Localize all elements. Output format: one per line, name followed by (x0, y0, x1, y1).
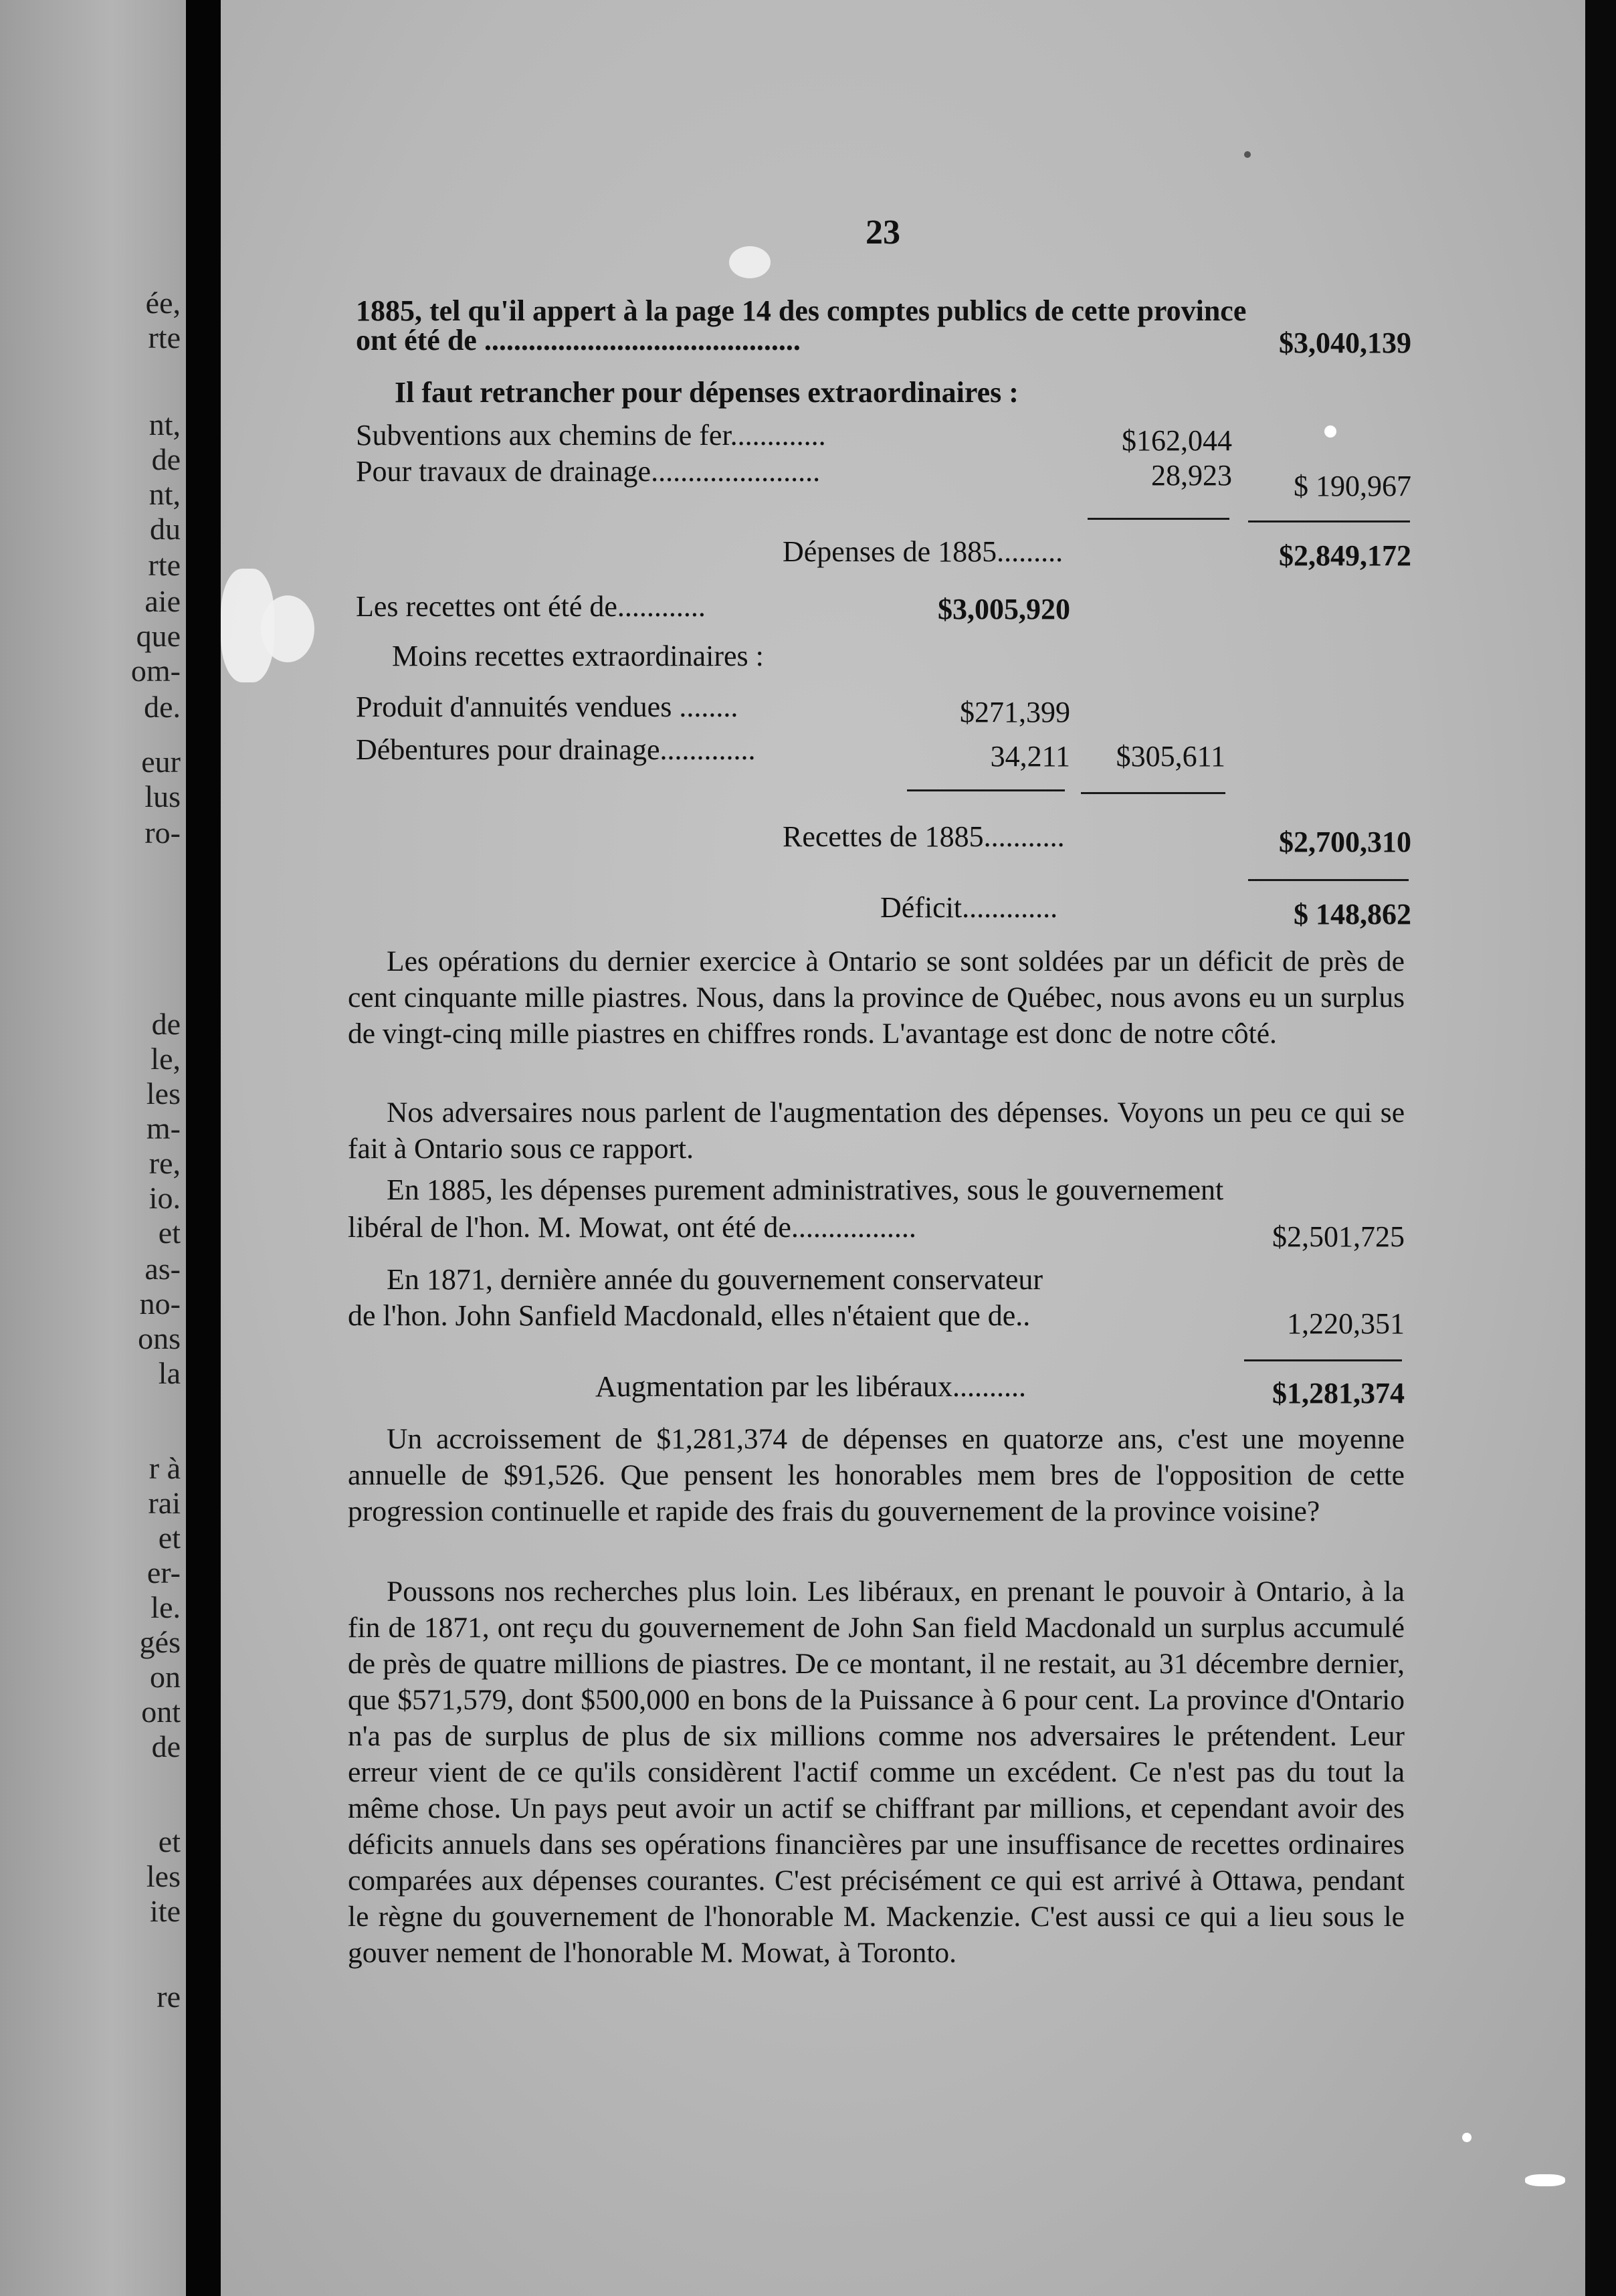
sum-rule (1081, 792, 1225, 794)
facing-page-fragment: la (158, 1356, 181, 1390)
facing-page-fragment: nt, (148, 407, 181, 442)
expense-row (356, 454, 820, 489)
dot-leader: ............. (660, 733, 756, 766)
paragraph-2-text: Nos adversaires nous parlent de l'augmentation des dépenses. Voyons un peu ce qui se fait à Ontario sous ce rapport. (348, 1096, 1405, 1165)
dot-leader: ............. (730, 419, 826, 452)
facing-page-fragment: les (146, 1859, 181, 1893)
facing-page-fragment: rte (148, 320, 181, 355)
facing-page-fragment: no- (139, 1286, 181, 1321)
sum-rule (1088, 518, 1229, 520)
deficit-amount: $ 148,862 (1294, 898, 1411, 931)
expense-amount: 28,923 (1151, 459, 1232, 492)
receipt-row (356, 689, 738, 725)
paper-speck (1244, 151, 1251, 158)
paper-stain (729, 246, 771, 278)
receipts-1885-row (783, 819, 1065, 854)
facing-page-fragment: et (158, 1521, 181, 1555)
sum-rule (1244, 1359, 1402, 1361)
facing-page-fragment: de. (144, 690, 181, 724)
intro-line: 1885, tel qu'il appert à la page 14 des comptes publics de cette province (356, 294, 1247, 327)
paper-stain (261, 595, 314, 662)
expense-label: Pour travaux de drainage (356, 455, 651, 488)
receipt-amount: 34,211 (990, 740, 1070, 773)
facing-page-fragment: que (136, 619, 181, 653)
page-number: 23 (866, 213, 900, 252)
intro-label (356, 322, 801, 358)
facing-page-fragment: aie (144, 584, 181, 618)
dot-leader: .......... (952, 1370, 1026, 1403)
facing-page-fragment: le, (150, 1042, 181, 1076)
facing-page-fragment: ée, (145, 286, 181, 320)
dot-leader: ............ (617, 590, 706, 623)
receipt-label: Débentures pour drainage (356, 733, 660, 766)
intro-label-text: ont été de (356, 324, 477, 357)
dot-leader: ............. (962, 891, 1058, 924)
receipts-row (356, 589, 706, 624)
facing-page-fragment: on (150, 1660, 181, 1694)
facing-page-fragment: re, (148, 1146, 181, 1180)
facing-page-fragment: le. (150, 1590, 181, 1624)
admin-1871-text: En 1871, dernière année du gouvernement conservateur (387, 1263, 1043, 1296)
facing-page-fragment: ont (141, 1695, 181, 1729)
facing-page-fragment: eur (141, 745, 181, 779)
facing-page-fragment: ite (150, 1894, 181, 1928)
dot-leader: ......... (997, 535, 1064, 568)
facing-page-fragment: om- (130, 654, 181, 688)
dot-leader: ....................... (651, 455, 821, 488)
sum-rule (907, 789, 1065, 791)
facing-page-fragment: ro- (144, 816, 181, 850)
admin-1885-amount: $2,501,725 (1272, 1220, 1405, 1253)
expense-total: $ 190,967 (1294, 470, 1411, 502)
admin-1871-line (387, 1262, 1043, 1297)
paragraph-4-text: Poussons nos recherches plus loin. Les libéraux, en prenant le pouvoir à Ontario, à la fin de 1871, ont reçu du gouvernement de John San field Macdonald un surplus accumulé de près de quatre millions de piastres. De ce montant, il ne restait, au 31 décembre dernier, que $571,579, dont $500,000 en bons de la Puissance à 6 pour cent. La province d'Ontario n'a pas de surplus de plus de six millions comme nos adversaires le prétendent. Leur erreur vient de ce qu'ils considèrent l'actif comme un excédent. Ce n'est pas du tout la même chose. Un pays peut avoir un actif se chiffrant par millions, et cependant avoir des déficits annuels dans ses opérations financières par une insuffisance de recettes ordinaires comparées aux dépenses courantes. C'est précisément ce qui est arrivé à Ottawa, pendant le règne du gouvernement de l'honorable M. Mackenzie. C'est aussi ce qui a lieu sous le gouver nement de l'honorable M. Mowat, à Toronto. (348, 1575, 1405, 1969)
facing-page-fragment: ons (138, 1321, 181, 1355)
facing-page-fragment: r à (148, 1451, 181, 1485)
facing-page-fragment: lus (144, 779, 181, 814)
paper-speck (1324, 425, 1336, 438)
facing-page-fragment: rte (148, 548, 181, 582)
paragraph-4 (348, 1573, 1405, 1971)
paragraph-1 (348, 943, 1405, 1052)
receipt-row (356, 732, 755, 767)
deficit-label: Déficit (880, 891, 963, 924)
admin-1871-row (348, 1298, 1030, 1333)
receipts-1885-label: Recettes de 1885 (783, 820, 984, 853)
increase-amount: $1,281,374 (1272, 1377, 1405, 1410)
book-gutter (186, 0, 221, 2296)
admin-1885-row (348, 1210, 916, 1245)
expenses-1885-row (783, 534, 1063, 569)
dot-leader: ........ (672, 690, 738, 723)
paragraph-1-text: Les opérations du dernier exercice à Ontario se sont soldées par un déficit de près de cent cinquante mille piastres. Nous, dans la province de Québec, nous avons eu un surplus de vingt-cinq mille piastres en chiffres ronds. L'avantage est donc de notre côté. (348, 945, 1405, 1050)
facing-page-fragment: rai (148, 1486, 181, 1520)
facing-page-fragment: as- (144, 1252, 181, 1286)
facing-page-fragment: de (151, 442, 181, 476)
expenses-1885-amount: $2,849,172 (1279, 539, 1411, 572)
paragraph-3-text: Un accroissement de $1,281,374 de dépenses en quatorze ans, c'est une moyenne annuelle de $91,526. Que pensent les honorables mem bres de l'opposition de cette progression continuelle et rapide des frais du gouvernement de la province voisine? (348, 1423, 1405, 1527)
increase-label: Augmentation par les libéraux (595, 1370, 952, 1403)
receipt-total: $305,611 (1116, 740, 1225, 773)
extra-receipts-heading: Moins recettes extraordinaires : (392, 640, 764, 672)
facing-page-fragment: nt, (148, 477, 181, 511)
expense-row (356, 417, 826, 453)
paragraph-3 (348, 1421, 1405, 1529)
receipts-amount: $3,005,920 (938, 593, 1070, 626)
facing-page-fragment: er- (146, 1555, 181, 1590)
receipt-label: Produit d'annuités vendues (356, 690, 672, 723)
admin-1871-label: de l'hon. John Sanfield Macdonald, elles n'étaient que de (348, 1299, 1016, 1332)
dot-leader: ........................................... (476, 324, 801, 357)
receipts-label: Les recettes ont été de (356, 590, 617, 623)
admin-1885-line (387, 1172, 1223, 1208)
paragraph-2 (348, 1094, 1405, 1167)
paper-speck (1462, 2133, 1472, 2142)
expense-label: Subventions aux chemins de fer (356, 419, 730, 452)
receipts-1885-amount: $2,700,310 (1279, 826, 1411, 858)
facing-page-fragment: re (157, 1980, 181, 2014)
facing-page-fragment: du (150, 512, 181, 546)
facing-page-fragment: de (151, 1729, 181, 1763)
facing-page-fragment: et (158, 1824, 181, 1858)
expense-amount: $162,044 (1122, 424, 1232, 457)
facing-page-fragment: m- (146, 1111, 181, 1145)
admin-1885-text: En 1885, les dépenses purement administratives, sous le gouvernement (387, 1173, 1224, 1206)
admin-1871-amount: 1,220,351 (1287, 1307, 1405, 1340)
paper-speck (1525, 2174, 1565, 2186)
admin-1885-label: libéral de l'hon. M. Mowat, ont été de (348, 1211, 791, 1244)
facing-page-fragment: et (158, 1216, 181, 1250)
facing-page-fragment: gés (139, 1625, 181, 1659)
dot-leader: ........... (983, 820, 1065, 853)
facing-page-fragment: io. (148, 1181, 181, 1215)
receipt-amount: $271,399 (960, 696, 1070, 729)
dot-leader: .. (1015, 1299, 1031, 1332)
extra-expenses-heading: Il faut retrancher pour dépenses extraordinaires : (395, 376, 1019, 409)
deficit-row (880, 890, 1057, 925)
sum-rule (1248, 879, 1409, 881)
facing-page-margin (0, 0, 186, 2296)
intro-amount: $3,040,139 (1279, 326, 1411, 359)
facing-page-fragment: de (151, 1007, 181, 1041)
sum-rule (1248, 520, 1410, 522)
facing-page-fragment: les (146, 1076, 181, 1111)
increase-row (595, 1369, 1026, 1404)
expenses-1885-label: Dépenses de 1885 (783, 535, 997, 568)
scan-edge (1585, 0, 1616, 2296)
dot-leader: ................. (791, 1211, 916, 1244)
